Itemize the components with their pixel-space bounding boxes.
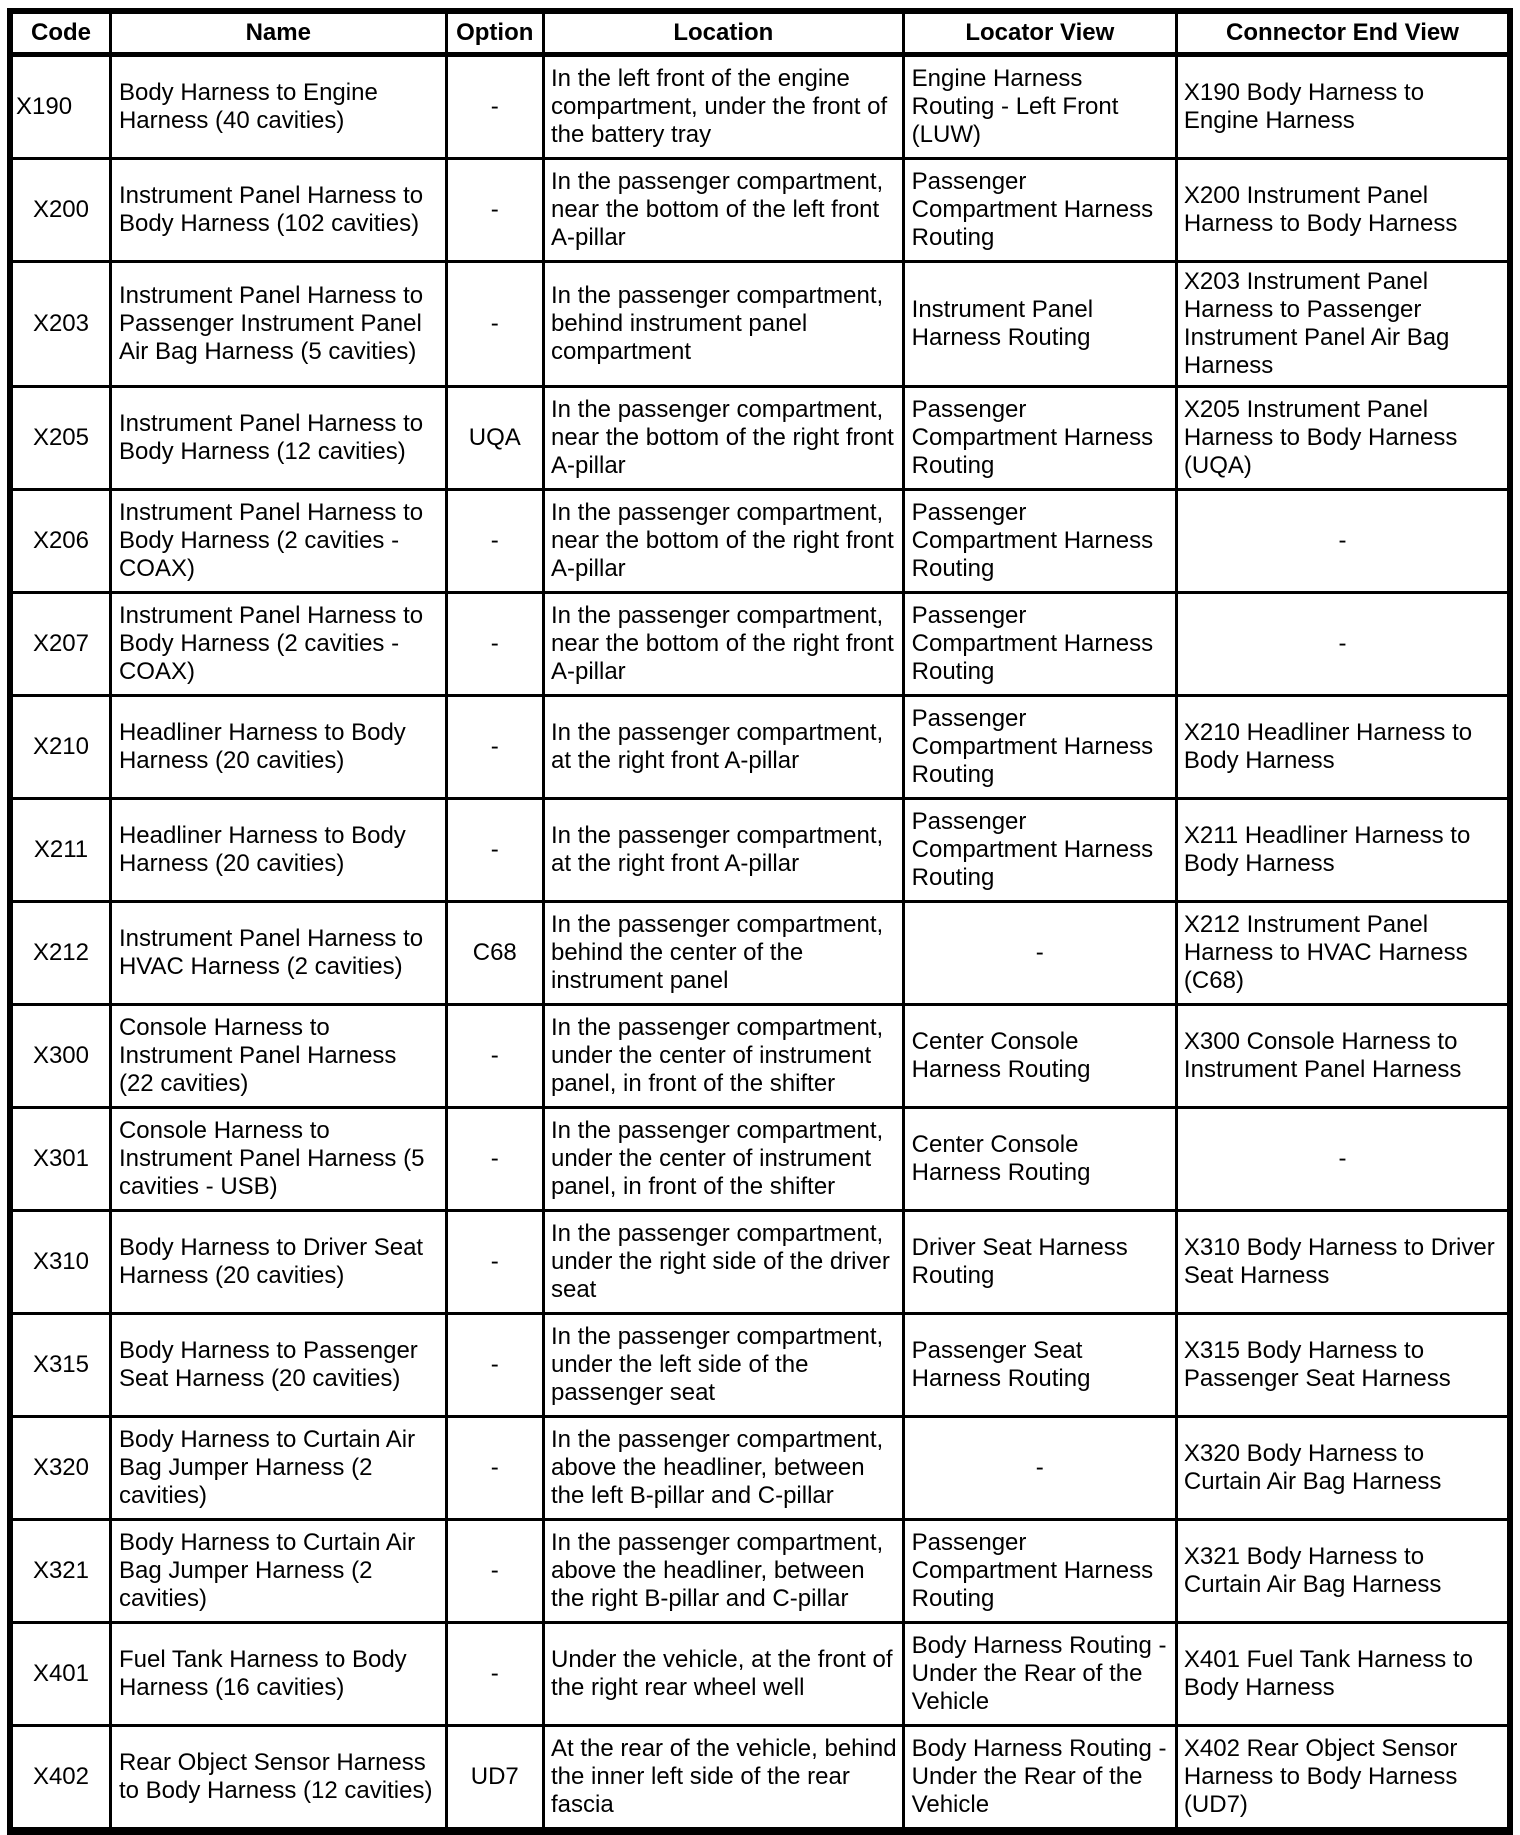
column-header-code: Code [10, 11, 110, 55]
header-row [10, 11, 1510, 55]
table-row [10, 159, 1510, 262]
cell-locator-view: Passenger Compartment Harness Routing [903, 593, 1176, 696]
cell-code: X190 [10, 55, 110, 159]
cell-locator-view: Center Console Harness Routing [903, 1005, 1176, 1108]
cell-option: - [446, 1314, 543, 1417]
cell-location: In the passenger compartment, behind instrument panel compartment [543, 262, 903, 387]
column-header-name: Name [110, 11, 446, 55]
cell-connector-end-view: - [1176, 490, 1510, 593]
table-row [10, 1417, 1510, 1520]
cell-name: Body Harness to Curtain Air Bag Jumper Harness (2 cavities) [110, 1417, 446, 1520]
cell-locator-view: Passenger Seat Harness Routing [903, 1314, 1176, 1417]
cell-option: UQA [446, 387, 543, 490]
cell-option: - [446, 159, 543, 262]
table-row [10, 387, 1510, 490]
cell-connector-end-view: X210 Headliner Harness to Body Harness [1176, 696, 1510, 799]
cell-location: In the passenger compartment, behind the center of the instrument panel [543, 902, 903, 1005]
cell-locator-view: Passenger Compartment Harness Routing [903, 159, 1176, 262]
table-body [10, 55, 1510, 1832]
cell-name: Rear Object Sensor Harness to Body Harness (12 cavities) [110, 1726, 446, 1832]
cell-name: Instrument Panel Harness to HVAC Harness (2 cavities) [110, 902, 446, 1005]
cell-option: C68 [446, 902, 543, 1005]
cell-locator-view: Passenger Compartment Harness Routing [903, 1520, 1176, 1623]
cell-name: Console Harness to Instrument Panel Harness (5 cavities - USB) [110, 1108, 446, 1211]
cell-connector-end-view: X402 Rear Object Sensor Harness to Body Harness (UD7) [1176, 1726, 1510, 1832]
cell-connector-end-view: X200 Instrument Panel Harness to Body Harness [1176, 159, 1510, 262]
cell-option: - [446, 490, 543, 593]
cell-code: X212 [10, 902, 110, 1005]
cell-locator-view: Driver Seat Harness Routing [903, 1211, 1176, 1314]
table-row [10, 1314, 1510, 1417]
connector-table [7, 8, 1513, 1835]
cell-code: X210 [10, 696, 110, 799]
table-row [10, 1726, 1510, 1832]
cell-connector-end-view: X310 Body Harness to Driver Seat Harness [1176, 1211, 1510, 1314]
table-row [10, 1108, 1510, 1211]
table-row [10, 490, 1510, 593]
cell-locator-view: Instrument Panel Harness Routing [903, 262, 1176, 387]
cell-location: Under the vehicle, at the front of the right rear wheel well [543, 1623, 903, 1726]
cell-location: In the passenger compartment, above the headliner, between the right B-pillar and C-pillar [543, 1520, 903, 1623]
table-row [10, 1211, 1510, 1314]
cell-code: X206 [10, 490, 110, 593]
cell-location: In the passenger compartment, near the bottom of the left front A-pillar [543, 159, 903, 262]
cell-name: Headliner Harness to Body Harness (20 cavities) [110, 799, 446, 902]
cell-option: - [446, 799, 543, 902]
cell-locator-view: Passenger Compartment Harness Routing [903, 799, 1176, 902]
cell-code: X321 [10, 1520, 110, 1623]
cell-locator-view: Center Console Harness Routing [903, 1108, 1176, 1211]
cell-location: In the passenger compartment, at the right front A-pillar [543, 799, 903, 902]
cell-connector-end-view: X211 Headliner Harness to Body Harness [1176, 799, 1510, 902]
table-row [10, 1005, 1510, 1108]
column-header-option: Option [446, 11, 543, 55]
cell-locator-view: Passenger Compartment Harness Routing [903, 696, 1176, 799]
cell-option: - [446, 1520, 543, 1623]
cell-location: In the passenger compartment, near the bottom of the right front A-pillar [543, 490, 903, 593]
cell-name: Instrument Panel Harness to Body Harness (2 cavities - COAX) [110, 490, 446, 593]
cell-name: Body Harness to Curtain Air Bag Jumper Harness (2 cavities) [110, 1520, 446, 1623]
cell-location: In the passenger compartment, under the center of instrument panel, in front of the shifter [543, 1005, 903, 1108]
table-row [10, 262, 1510, 387]
cell-name: Body Harness to Engine Harness (40 cavities) [110, 55, 446, 159]
cell-name: Headliner Harness to Body Harness (20 cavities) [110, 696, 446, 799]
cell-name: Instrument Panel Harness to Body Harness (102 cavities) [110, 159, 446, 262]
table-row [10, 55, 1510, 159]
table-row [10, 799, 1510, 902]
table-row [10, 593, 1510, 696]
cell-connector-end-view: X321 Body Harness to Curtain Air Bag Harness [1176, 1520, 1510, 1623]
column-header-location: Location [543, 11, 903, 55]
cell-name: Body Harness to Driver Seat Harness (20 cavities) [110, 1211, 446, 1314]
cell-option: - [446, 55, 543, 159]
cell-option: - [446, 1417, 543, 1520]
cell-location: In the passenger compartment, above the headliner, between the left B-pillar and C-pillar [543, 1417, 903, 1520]
cell-connector-end-view: X205 Instrument Panel Harness to Body Harness (UQA) [1176, 387, 1510, 490]
cell-connector-end-view: - [1176, 1108, 1510, 1211]
cell-code: X211 [10, 799, 110, 902]
cell-location: In the passenger compartment, near the bottom of the right front A-pillar [543, 593, 903, 696]
cell-connector-end-view: - [1176, 593, 1510, 696]
cell-connector-end-view: X212 Instrument Panel Harness to HVAC Harness (C68) [1176, 902, 1510, 1005]
cell-name: Fuel Tank Harness to Body Harness (16 cavities) [110, 1623, 446, 1726]
cell-connector-end-view: X320 Body Harness to Curtain Air Bag Harness [1176, 1417, 1510, 1520]
cell-code: X205 [10, 387, 110, 490]
cell-location: In the left front of the engine compartment, under the front of the battery tray [543, 55, 903, 159]
cell-option: - [446, 1211, 543, 1314]
cell-locator-view: - [903, 902, 1176, 1005]
cell-locator-view: Engine Harness Routing - Left Front (LUW) [903, 55, 1176, 159]
column-header-locator-view: Locator View [903, 11, 1176, 55]
cell-option: - [446, 593, 543, 696]
cell-code: X203 [10, 262, 110, 387]
cell-name: Instrument Panel Harness to Passenger Instrument Panel Air Bag Harness (5 cavities) [110, 262, 446, 387]
cell-locator-view: - [903, 1417, 1176, 1520]
cell-code: X401 [10, 1623, 110, 1726]
cell-code: X402 [10, 1726, 110, 1832]
cell-name: Console Harness to Instrument Panel Harness (22 cavities) [110, 1005, 446, 1108]
cell-location: In the passenger compartment, at the right front A-pillar [543, 696, 903, 799]
cell-code: X315 [10, 1314, 110, 1417]
table-row [10, 1520, 1510, 1623]
cell-option: - [446, 1005, 543, 1108]
cell-connector-end-view: X401 Fuel Tank Harness to Body Harness [1176, 1623, 1510, 1726]
cell-connector-end-view: X190 Body Harness to Engine Harness [1176, 55, 1510, 159]
cell-option: - [446, 1623, 543, 1726]
column-header-connector-end-view: Connector End View [1176, 11, 1510, 55]
table-row [10, 696, 1510, 799]
cell-code: X207 [10, 593, 110, 696]
cell-option: - [446, 696, 543, 799]
cell-connector-end-view: X300 Console Harness to Instrument Panel Harness [1176, 1005, 1510, 1108]
cell-connector-end-view: X315 Body Harness to Passenger Seat Harness [1176, 1314, 1510, 1417]
cell-locator-view: Passenger Compartment Harness Routing [903, 387, 1176, 490]
table-row [10, 902, 1510, 1005]
cell-locator-view: Passenger Compartment Harness Routing [903, 490, 1176, 593]
cell-option: - [446, 1108, 543, 1211]
cell-code: X320 [10, 1417, 110, 1520]
cell-code: X200 [10, 159, 110, 262]
cell-locator-view: Body Harness Routing - Under the Rear of the Vehicle [903, 1726, 1176, 1832]
cell-name: Instrument Panel Harness to Body Harness (12 cavities) [110, 387, 446, 490]
cell-code: X301 [10, 1108, 110, 1211]
table-row [10, 1623, 1510, 1726]
cell-code: X300 [10, 1005, 110, 1108]
cell-locator-view: Body Harness Routing - Under the Rear of the Vehicle [903, 1623, 1176, 1726]
cell-location: In the passenger compartment, under the left side of the passenger seat [543, 1314, 903, 1417]
cell-location: In the passenger compartment, under the right side of the driver seat [543, 1211, 903, 1314]
cell-name: Instrument Panel Harness to Body Harness (2 cavities - COAX) [110, 593, 446, 696]
cell-location: In the passenger compartment, under the center of instrument panel, in front of the shifter [543, 1108, 903, 1211]
cell-option: - [446, 262, 543, 387]
cell-connector-end-view: X203 Instrument Panel Harness to Passenger Instrument Panel Air Bag Harness [1176, 262, 1510, 387]
cell-code: X310 [10, 1211, 110, 1314]
cell-location: In the passenger compartment, near the bottom of the right front A-pillar [543, 387, 903, 490]
cell-option: UD7 [446, 1726, 543, 1832]
cell-location: At the rear of the vehicle, behind the inner left side of the rear fascia [543, 1726, 903, 1832]
cell-name: Body Harness to Passenger Seat Harness (20 cavities) [110, 1314, 446, 1417]
